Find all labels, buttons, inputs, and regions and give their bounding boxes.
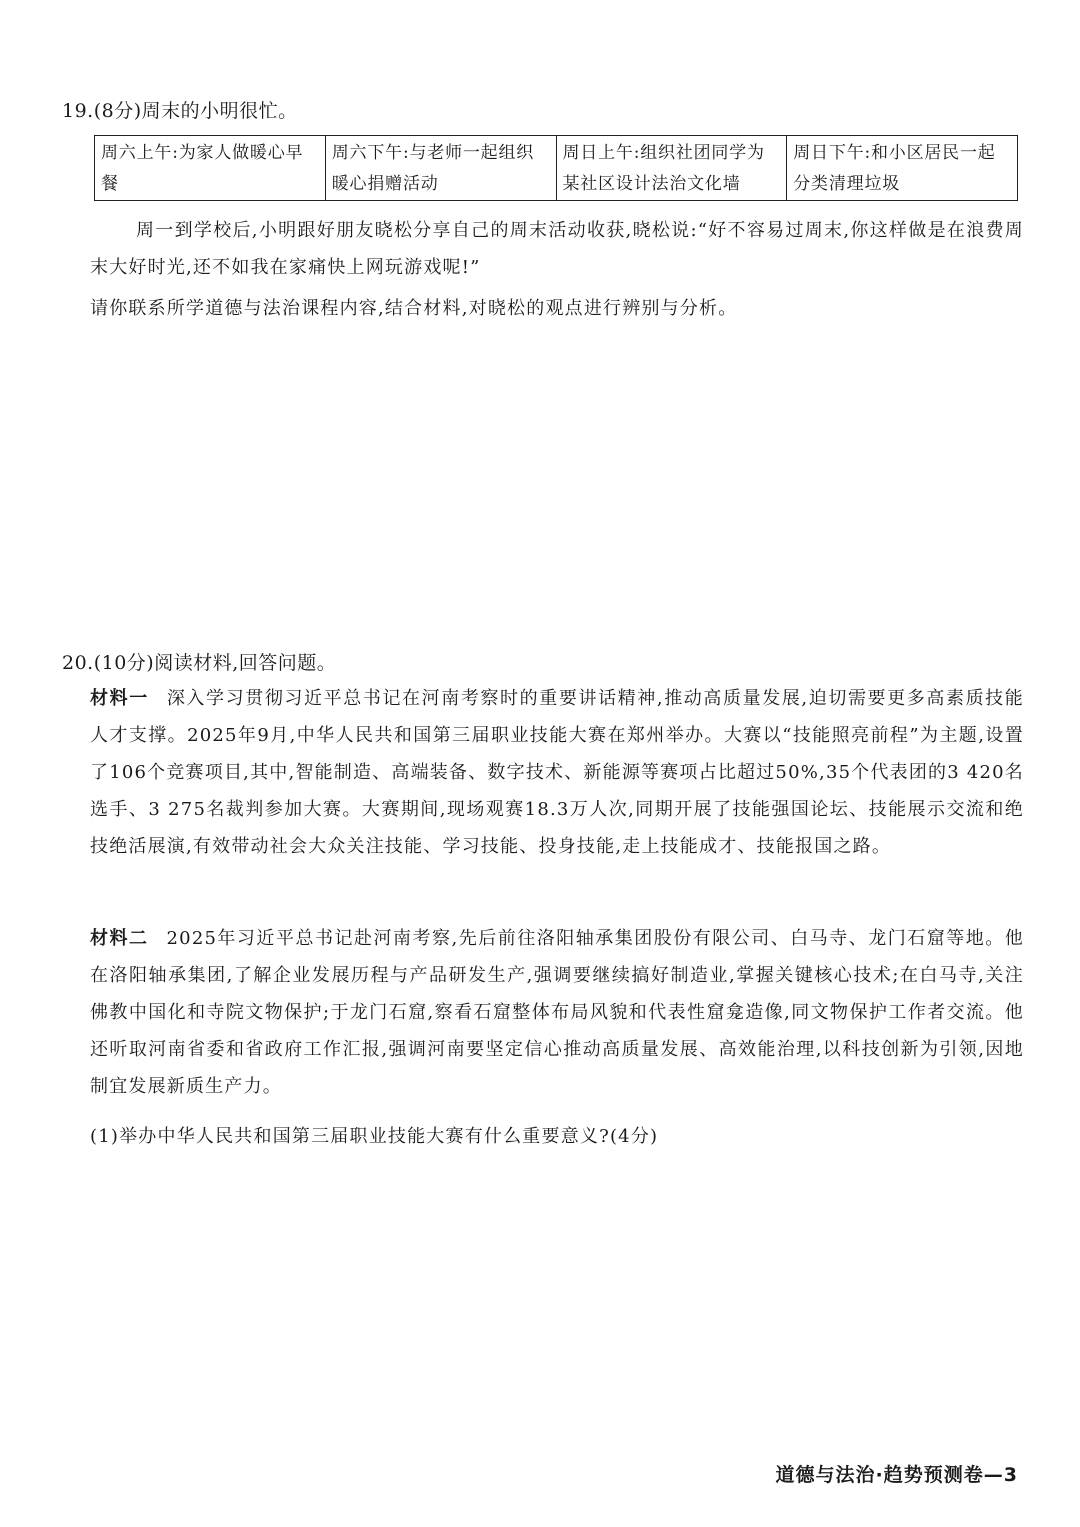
question-20-heading — [62, 648, 336, 675]
question-19-heading — [62, 96, 298, 123]
schedule-cell: 周日下午:和小区居民一起分类清理垃圾 — [787, 136, 1018, 201]
question-20-sub-1: (1)举办中华人民共和国第三届职业技能大赛有什么重要意义?(4分) — [90, 1126, 659, 1147]
question-score: (8分) — [93, 100, 142, 122]
material-text: 深入学习贯彻习近平总书记在河南考察时的重要讲话精神,推动高质量发展,迫切需要更多高素质技能人才支撑。2025年9月,中华人民共和国第三届职业技能大赛在郑州举办。大赛以“技能照亮前程”为主题,设置了106个竞赛项目,其中,智能制造、高端装备、数字技术、新能源等赛项占比超过50%,35个代表团的3 420名选手、3 275名裁判参加大赛。大赛期间,现场观赛18.3万人次,同期开展了技能强国论坛、技能展示交流和绝技绝活展演,有效带动社会大众关注技能、学习技能、投身技能,走上技能成才、技能报国之路。 — [90, 688, 1024, 857]
material-text: 2025年习近平总书记赴河南考察,先后前往洛阳轴承集团股份有限公司、白马寺、龙门石窟等地。他在洛阳轴承集团,了解企业发展历程与产品研发生产,强调要继续搞好制造业,掌握关键核心技术;在白马寺,关注佛教中国化和寺院文物保护;于龙门石窟,察看石窟整体布局风貌和代表性窟龛造像,同文物保护工作者交流。他还听取河南省委和省政府工作汇报,强调河南要坚定信心推动高质量发展、高效能治理,以科技创新为引领,因地制宜发展新质生产力。 — [90, 928, 1024, 1097]
schedule-cell: 周日上午:组织社团同学为某社区设计法治文化墙 — [556, 136, 787, 201]
material-label: 材料一 — [90, 688, 149, 709]
question-19-prompt: 请你联系所学道德与法治课程内容,结合材料,对晓松的观点进行辨别与分析。 — [90, 298, 738, 319]
schedule-cell: 周六下午:与老师一起组织暖心捐赠活动 — [325, 136, 556, 201]
question-score: (10分) — [93, 652, 155, 674]
question-number: 19. — [62, 100, 94, 122]
question-number: 20. — [62, 652, 94, 674]
question-stem: 阅读材料,回答问题。 — [154, 652, 337, 674]
question-19-paragraph: 周一到学校后,小明跟好朋友晓松分享自己的周末活动收获,晓松说:“好不容易过周末,你这样做是在浪费周末大好时光,还不如我在家痛快上网玩游戏呢!” — [90, 220, 1024, 278]
page-footer: 道德与法治·趋势预测卷—3 — [775, 1464, 1018, 1486]
schedule-cell: 周六上午:为家人做暖心早餐 — [95, 136, 326, 201]
material-label: 材料二 — [90, 928, 149, 949]
material-two — [90, 920, 1024, 1105]
table-row — [95, 136, 1018, 201]
weekend-schedule-table — [94, 135, 1018, 201]
material-one — [90, 680, 1024, 865]
question-stem: 周末的小明很忙。 — [141, 100, 298, 122]
